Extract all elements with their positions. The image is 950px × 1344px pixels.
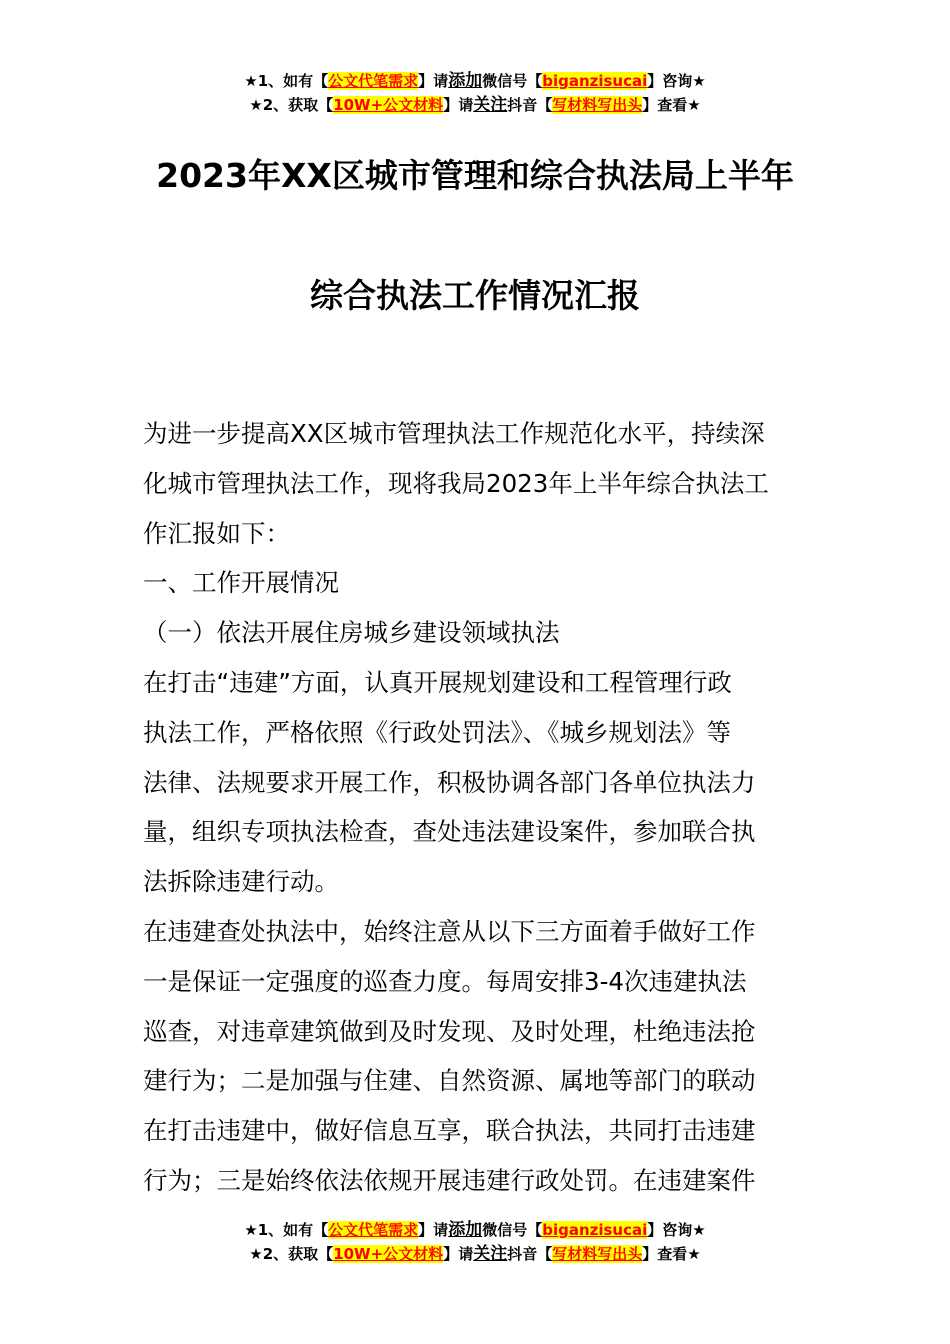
promo-line-2 bbox=[0, 1242, 950, 1266]
promo-text: 抖音【 bbox=[507, 1245, 553, 1263]
promo-footer bbox=[0, 1218, 950, 1266]
body-line: 量，组织专项执法检查，查处违法建设案件，参加联合执 bbox=[143, 817, 756, 847]
promo-text: 抖音【 bbox=[507, 96, 553, 114]
body-line: 一、工作开展情况 bbox=[143, 568, 339, 598]
promo-douyin-id: 写材料写出头 bbox=[552, 96, 643, 114]
promo-highlight: 公文代笔需求 bbox=[328, 1221, 419, 1239]
promo-wechat-id: biganzisucai bbox=[542, 72, 648, 90]
promo-wechat-id: biganzisucai bbox=[542, 1221, 648, 1239]
body-line: 作汇报如下： bbox=[143, 518, 290, 548]
promo-line-2 bbox=[0, 93, 950, 117]
promo-text: 】查看★ bbox=[642, 1245, 701, 1263]
document-title-line-2: 综合执法工作情况汇报 bbox=[310, 276, 640, 315]
body-line: 为进一步提高XX区城市管理执法工作规范化水平，持续深 bbox=[143, 419, 765, 448]
promo-text: ★1、如有【 bbox=[244, 72, 329, 90]
promo-header bbox=[0, 69, 950, 117]
body-line: 法拆除违建行动。 bbox=[143, 867, 339, 897]
promo-line-1 bbox=[0, 1218, 950, 1242]
promo-underline: 关注 bbox=[473, 1244, 508, 1264]
promo-text: 】查看★ bbox=[642, 96, 701, 114]
body-line: （一）依法开展住房城乡建设领域执法 bbox=[143, 618, 560, 648]
promo-text: 】咨询★ bbox=[647, 72, 706, 90]
body-line: 在违建查处执法中，始终注意从以下三方面着手做好工作 bbox=[143, 916, 756, 946]
promo-text: 】咨询★ bbox=[647, 1221, 706, 1239]
promo-underline: 添加 bbox=[448, 1220, 483, 1240]
body-line: 一是保证一定强度的巡查力度。每周安排3-4次违建执法 bbox=[143, 966, 747, 996]
promo-underline: 关注 bbox=[473, 95, 508, 115]
promo-text: 微信号【 bbox=[482, 1221, 543, 1239]
body-line: 在打击违建中，做好信息互享，联合执法，共同打击违建 bbox=[143, 1116, 756, 1146]
promo-text: ★2、获取【 bbox=[249, 1245, 334, 1263]
document-title-line-1: 2023年XX区城市管理和综合执法局上半年 bbox=[156, 156, 794, 195]
body-line: 建行为；二是加强与住建、自然资源、属地等部门的联动 bbox=[143, 1066, 756, 1096]
body-line: 法律、法规要求开展工作，积极协调各部门各单位执法力 bbox=[143, 767, 756, 797]
promo-text: ★2、获取【 bbox=[249, 96, 334, 114]
promo-line-1 bbox=[0, 69, 950, 93]
promo-text: 】请 bbox=[418, 1221, 449, 1239]
body-line: 化城市管理执法工作，现将我局2023年上半年综合执法工 bbox=[143, 468, 769, 498]
promo-highlight: 10W+公文材料 bbox=[333, 96, 444, 114]
promo-douyin-id: 写材料写出头 bbox=[552, 1245, 643, 1263]
promo-text: 】请 bbox=[443, 96, 474, 114]
promo-text: ★1、如有【 bbox=[244, 1221, 329, 1239]
promo-text: 】请 bbox=[443, 1245, 474, 1263]
promo-text: 微信号【 bbox=[482, 72, 543, 90]
promo-highlight: 10W+公文材料 bbox=[333, 1245, 444, 1263]
document-body bbox=[143, 409, 823, 1206]
promo-highlight: 公文代笔需求 bbox=[328, 72, 419, 90]
body-line: 巡查，对违章建筑做到及时发现、及时处理，杜绝违法抢 bbox=[143, 1016, 756, 1046]
promo-underline: 添加 bbox=[448, 71, 483, 91]
body-line: 执法工作，严格依照《行政处罚法》、《城乡规划法》等 bbox=[143, 717, 731, 747]
body-line: 行为；三是始终依法依规开展违建行政处罚。在违建案件 bbox=[143, 1165, 756, 1195]
body-line: 在打击“违建”方面，认真开展规划建设和工程管理行政 bbox=[143, 667, 732, 697]
promo-text: 】请 bbox=[418, 72, 449, 90]
